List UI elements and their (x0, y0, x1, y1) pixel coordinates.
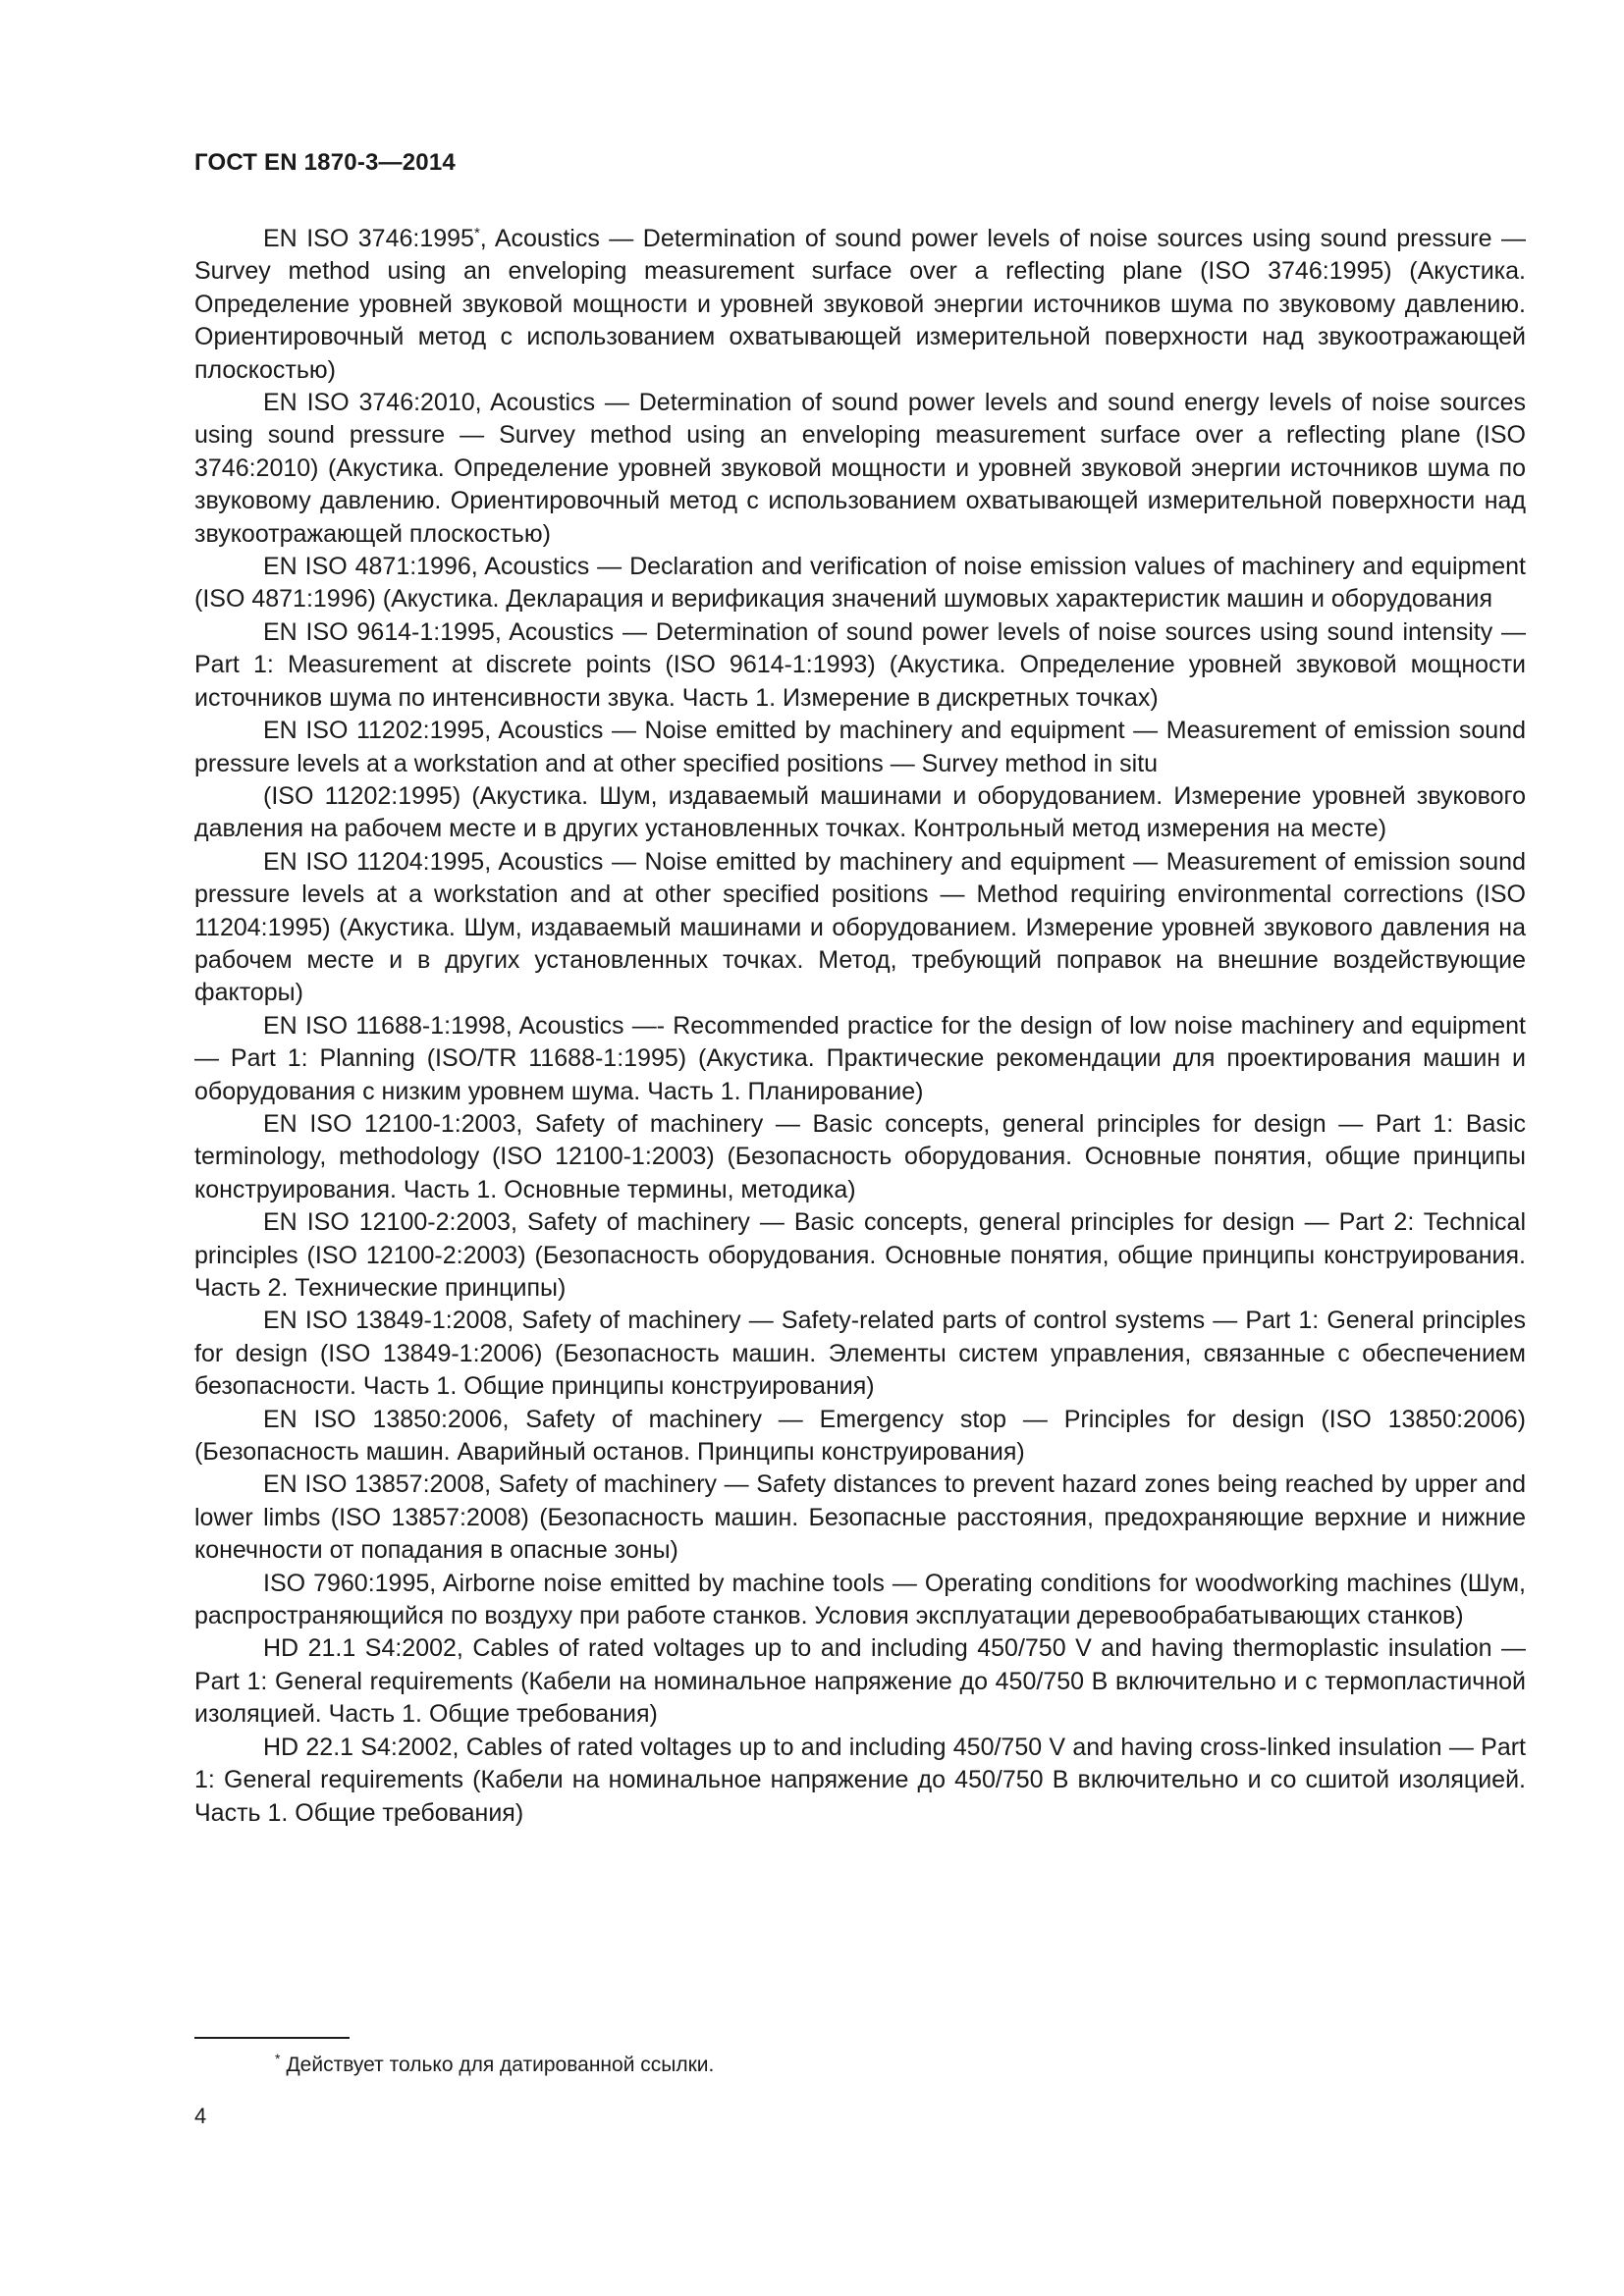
normative-references (194, 223, 1526, 1830)
reference-text: , Acoustics — Determination of sound power levels of noise sources using sound intensity — Part 1: Measurement at discrete points (ISO 9614-1:1993) (Акустика. Определение уровней звуковой мощности источников шума по интенсивности звука. Часть 1. Измерение в дискретных точках) (194, 617, 1527, 712)
reference-text: , Acoustics — Noise emitted by machinery and equipment — Measurement of emission sound pressure levels at a workstation and at other specified positions — Method requiring environmental corrections (ISO 11204:1995) (Акустика. Шум, издаваемый машинами и оборудованием. Измерение уровней звукового давления на рабочем месте и в других установленных точках. Метод, требующий поправок на внешние воздействующие факторы) (194, 847, 1526, 1007)
reference-id: EN ISO 11204:1995 (263, 847, 485, 876)
footnote-marker: * (473, 225, 480, 241)
reference-item (194, 387, 1526, 551)
reference-item (194, 1632, 1526, 1731)
reference-item (194, 1468, 1526, 1567)
reference-id: EN ISO 3746:2010 (263, 389, 475, 417)
footnote (275, 2052, 714, 2079)
reference-text: , Safety of machinery — Safety distances to prevent hazard zones being reached by upper and lower limbs (ISO 13857:2008) (Безопасность машин. Безопасные расстояния, предохраняющие верхние и нижние конечности от попадания в опасные зоны) (194, 1470, 1526, 1565)
reference-text: , Safety of machinery — Basic concepts, general principles for design — Part 2: Technical principles (ISO 12100-2:2003) (Безопасность оборудования. Основные понятия, общие принципы конструирования. Часть 2. Технические принципы) (194, 1208, 1527, 1302)
footnote-marker: * (275, 2051, 281, 2066)
reference-item (194, 1732, 1526, 1830)
footnote-text: Действует только для датированной ссылки. (286, 2054, 715, 2076)
reference-id: EN ISO 12100-2:2003 (263, 1208, 512, 1237)
reference-id: EN ISO 13857:2008 (263, 1470, 485, 1499)
reference-id: EN ISO 9614-1:1995 (263, 617, 495, 646)
reference-id: HD 21.1 S4:2002 (263, 1634, 457, 1663)
reference-text: , Safety of machinery — Safety-related parts of control systems — Part 1: General principles for design (ISO 13849-1:2006) (Безопасность машин. Элементы систем управления, связанные с обеспечением безопасности. Часть 1. Общие принципы конструирования) (194, 1307, 1526, 1401)
reference-id: ISO 7960:1995 (263, 1569, 430, 1597)
reference-text: , Safety of machinery — Basic concepts, general principles for design — Part 1: Basic terminology, methodology (ISO 12100-1:2003) (Безопасность оборудования. Основные понятия, общие принципы конструирования. Часть 1. Основные термины, методика) (194, 1109, 1526, 1203)
reference-id: EN ISO 11688-1:1998 (263, 1011, 506, 1040)
reference-text: , Airborne noise emitted by machine tools — Operating conditions for woodworking machines (Шум, распространяющийся по воздуху при работе станков. Условия эксплуатации деревообрабатывающих станков) (194, 1569, 1526, 1630)
reference-text: , Cables of rated voltages up to and including 450/750 V and having cross-linked insulation — Part 1: General requirements (Кабели на номинальное напряжение до 450/750 В включительно и со сшитой изоляцией. Часть 1. Общие требования) (194, 1733, 1527, 1827)
reference-item (194, 1568, 1526, 1633)
reference-id: EN ISO 12100-1:2003 (263, 1109, 516, 1138)
reference-item (194, 1108, 1526, 1206)
reference-text: , Cables of rated voltages up to and including 450/750 V and having thermoplastic insulation — Part 1: General requirements (Кабели на номинальное напряжение до 450/750 В включительно и с термопластичной изоляцией. Часть 1. Общие требования) (194, 1634, 1527, 1729)
reference-item (194, 1206, 1526, 1305)
page-number: 4 (194, 2104, 207, 2128)
reference-text: , Acoustics — Declaration and verification of noise emission values of machinery and equipment (ISO 4871:1996) (Акустика. Декларация и верификация значений шумовых характеристик машин и оборудования (194, 553, 1526, 614)
reference-item (194, 715, 1526, 780)
reference-item (194, 1010, 1526, 1108)
reference-item (194, 1404, 1526, 1469)
footnote-divider (194, 2037, 350, 2039)
reference-text: , Acoustics — Determination of sound power levels and sound energy levels of noise sources using sound pressure — Survey method using an enveloping measurement surface over a reflecting plane (ISO 3746:2010) (Акустика. Определение уровней звуковой мощности и уровней звуковой энергии источников шума по звуковому давлению. Ориентировочный метод с использованием охватывающей измерительной поверхности над звукоотражающей плоскостью) (194, 389, 1526, 548)
reference-text: , Acoustics — Determination of sound power levels of noise sources using sound pressure — Survey method using an enveloping measurement surface over a reflecting plane (ISO 3746:1995) (Акустика. Определение уровней звуковой мощности и уровней звуковой энергии источников шума по звуковому давлению. Ориентировочный метод с использованием охватывающей измерительной поверхности над звукоотражающей плоскостью) (194, 225, 1526, 384)
reference-id: HD 22.1 S4:2002 (263, 1733, 453, 1761)
reference-id: EN ISO 11202:1995 (263, 717, 485, 745)
document-header: ГОСТ EN 1870-3—2014 (194, 149, 456, 176)
reference-id: EN ISO 13850:2006 (263, 1405, 503, 1433)
reference-text: , Acoustics — Noise emitted by machinery and equipment — Measurement of emission sound pressure levels at a workstation and at other specified positions — Survey method in situ (194, 717, 1526, 777)
reference-item (194, 616, 1526, 715)
reference-item (194, 223, 1526, 387)
reference-item (194, 846, 1526, 1010)
reference-text: (ISO 11202:1995) (Акустика. Шум, издаваемый машинами и оборудованием. Измерение уровней звукового давления на рабочем месте и в других установленных точках. Контрольный метод измерения на месте) (194, 781, 1526, 843)
reference-id: EN ISO 3746:1995 (263, 225, 474, 252)
reference-id: EN ISO 13849-1:2008 (263, 1307, 508, 1335)
reference-id: EN ISO 4871:1996 (263, 553, 471, 581)
reference-item (194, 780, 1526, 846)
reference-text: , Safety of machinery — Emergency stop — Principles for design (ISO 13850:2006) (Безопасность машин. Аварийный останов. Принципы конструирования) (194, 1405, 1526, 1467)
reference-text: , Acoustics —- Recommended practice for the design of low noise machinery and equipment — Part 1: Planning (ISO/TR 11688-1:1995) (Акустика. Практические рекомендации для проектирования машин и оборудования с низким уровнем шума. Часть 1. Планирование) (194, 1011, 1527, 1105)
reference-item (194, 1305, 1526, 1403)
reference-item (194, 551, 1526, 616)
